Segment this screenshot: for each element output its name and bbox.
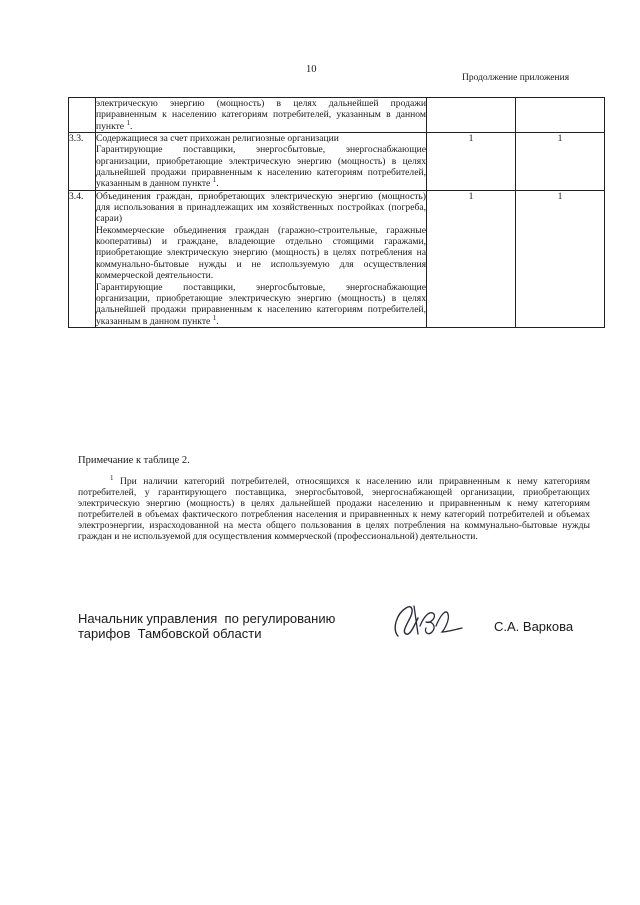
row-number: [69, 98, 96, 133]
footnote-mark: 1: [110, 473, 114, 482]
row-number: 3.4.: [69, 190, 96, 327]
row-description: [96, 98, 427, 133]
page-number: 10: [306, 64, 317, 75]
description-paragraph: [96, 133, 426, 144]
table-row: [69, 133, 605, 191]
table-body: [69, 98, 605, 328]
row-val1: 1: [427, 190, 516, 327]
footnote-ref: 1: [212, 176, 217, 185]
description-paragraph: [96, 225, 426, 282]
paragraph-text: Содержащиеся за счет прихожан религиозные организации: [96, 133, 339, 145]
paragraph-text: Гарантирующие поставщики, энергосбытовые, энергоснабжающие организации, приобретающие электрическую энергию (мощность) в целях дальнейшей продажи приравненным к населению категориям потребителей, указанным в данном пункте: [96, 281, 426, 327]
row-val2: 1: [516, 133, 605, 191]
description-paragraph: электрическую энергию (мощность) в целях дальнейшей продажи приравненным к населению категориям потребителей, указанным в данном пункте $^1$.: [96, 98, 426, 132]
signatory-name: С.А. Варкова: [494, 619, 574, 634]
footnote: [78, 473, 590, 543]
row-val2: [516, 98, 605, 133]
row-number: 3.3.: [69, 133, 96, 191]
footnote-text: При наличии категорий потребителей, относящихся к населению или приравненным к нему категориям потребителей, у гарантирующего поставщика, энергосбытовой, энергоснабжающей организации, приобретающих электрическую энергию (мощность) в целях дальнейшей продажи населению и приравненным к нему категориям потребителей в объемах фактического потребления населения и приравненных к нему категорий потребителей и объемах электроэнергии, израсходованной на места общего пользования в целях потребления на коммунально-бытовые нужды граждан и не используемой для осуществления коммерческой (профессиональной) деятельности.: [78, 476, 590, 543]
footnote-ref: 1: [212, 313, 217, 322]
continuation-label: Продолжение приложения: [462, 73, 570, 83]
paragraph-text: Некоммерческие объединения граждан (гаражно-строительные, гаражные кооперативы) и граждане, владеющие отдельно стоящими гаражами, приобретающие электрическую энергию (мощность) в целях потребления на коммунально-бытовые нужды и не используемую для осуществления коммерческой деятельности.: [96, 224, 426, 282]
paragraph-text: Гарантирующие поставщики, энергосбытовые, энергоснабжающие организации, приобретающие электрическую энергию (мощность) в целях дальнейшей продажи приравненным к населению категориям потребителей, указанным в данном пункте: [96, 144, 426, 190]
footnote-ref: 1: [126, 118, 130, 127]
paragraph-text: электрическую энергию (мощность) в целях дальнейшей продажи приравненным к населению категориям потребителей, указанным в данном пункте: [96, 98, 426, 132]
description-paragraph: [96, 191, 426, 225]
row-description: [96, 190, 427, 327]
table-row: [69, 190, 605, 327]
tariff-table: [68, 97, 605, 328]
signatory-title-line-2: тарифов Тамбовской области: [78, 626, 262, 641]
paragraph-text: Объединения граждан, приобретающих электрическую энергию (мощность) для использования в принадлежащих им хозяйственных постройках (погреба, сараи): [96, 190, 426, 225]
signatory-title: [78, 611, 335, 641]
description-paragraph: Гарантирующие поставщики, энергосбытовые, энергоснабжающие организации, приобретающие электрическую энергию (мощность) в целях дальнейшей продажи приравненным к населению категориям потребителей, указанным в данном пункте $^1$.: [96, 144, 426, 190]
signatory-title-line-1: Начальник управления по регулированию: [78, 611, 336, 626]
handwritten-signature: [384, 596, 466, 651]
row-val1: 1: [427, 133, 516, 191]
table-row: [69, 98, 605, 133]
row-val2: 1: [516, 190, 605, 327]
row-description: [96, 133, 427, 191]
description-paragraph: Гарантирующие поставщики, энергосбытовые, энергоснабжающие организации, приобретающие электрическую энергию (мощность) в целях дальнейшей продажи приравненным к населению категориям потребителей, указанным в данном пункте $^1$.: [96, 281, 426, 327]
row-val1: [427, 98, 516, 133]
note-title: Примечание к таблице 2.: [78, 455, 190, 466]
